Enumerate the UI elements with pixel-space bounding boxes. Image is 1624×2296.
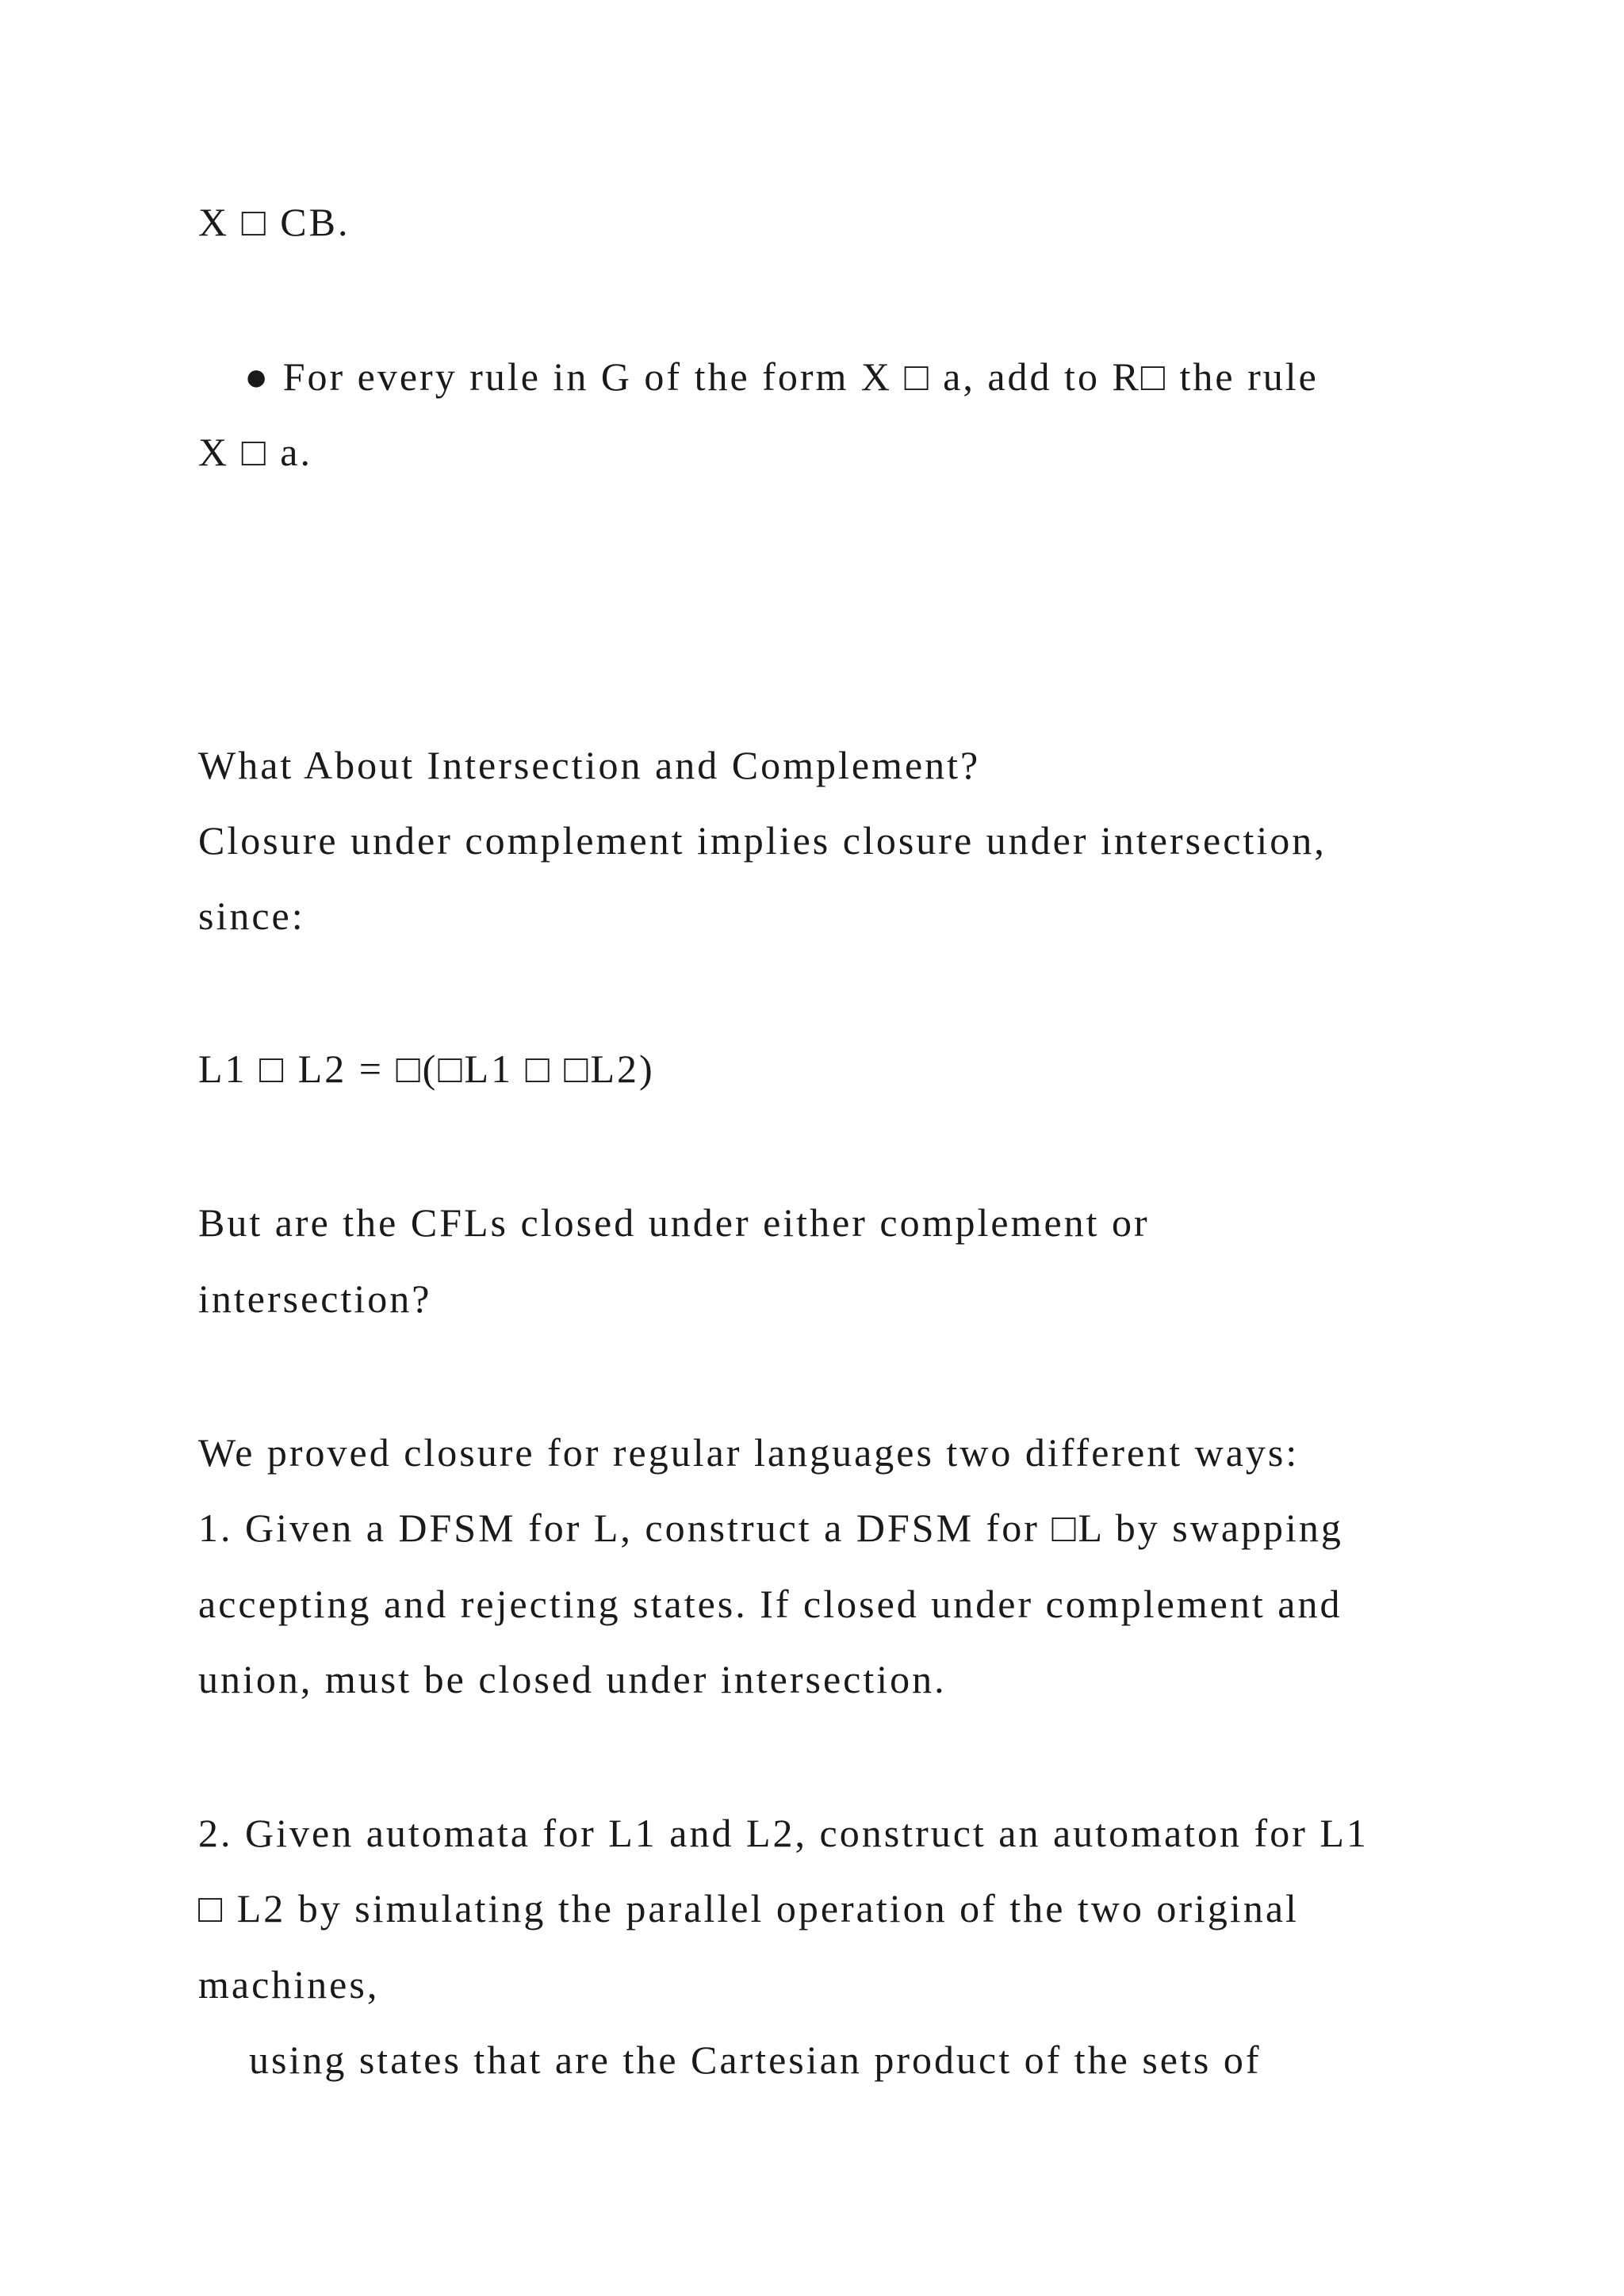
text-line: X □ a. — [198, 430, 313, 474]
text-line: union, must be closed under intersection. — [198, 1657, 947, 1701]
text-line: accepting and rejecting states. If closed under complement and — [198, 1582, 1342, 1626]
text-line: We proved closure for regular languages two different ways: — [198, 1430, 1300, 1475]
text-line: Closure under complement implies closure under intersection, — [198, 818, 1327, 863]
text-line: intersection? — [198, 1276, 432, 1321]
text-line: machines, — [198, 1962, 380, 2007]
text-line: But are the CFLs closed under either complement or — [198, 1200, 1150, 1245]
text-line: 1. Given a DFSM for L, construct a DFSM for □L by swapping — [198, 1506, 1343, 1550]
text-line: using states that are the Cartesian product of the sets of — [249, 2038, 1262, 2082]
text-line: since: — [198, 894, 305, 938]
formula-line: L1 □ L2 = □(□L1 □ □L2) — [198, 1047, 655, 1091]
text-line: X □ CB. — [198, 200, 350, 244]
section-heading: What About Intersection and Complement? — [198, 743, 981, 787]
text-line: □ L2 by simulating the parallel operation of the two original — [198, 1886, 1299, 1931]
bullet-line: ● For every rule in G of the form X □ a, add to R□ the rule — [244, 354, 1319, 399]
text-line: 2. Given automata for L1 and L2, construct an automaton for L1 — [198, 1811, 1369, 1855]
